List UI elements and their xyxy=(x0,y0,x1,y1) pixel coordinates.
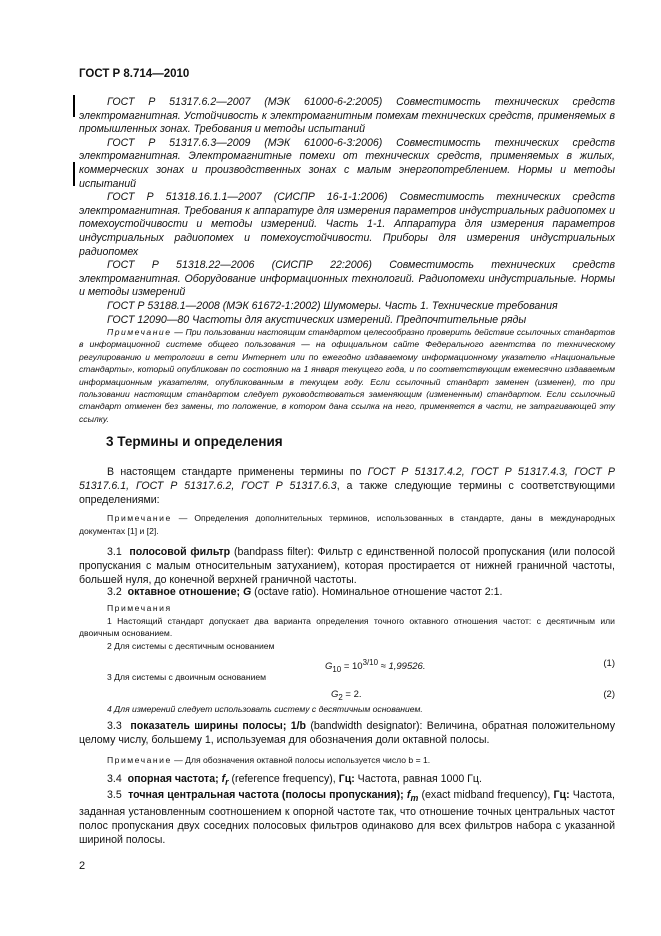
note-label: Примечание xyxy=(107,513,172,523)
reference-item: ГОСТ Р 53188.1—2008 (МЭК 61672-1:2002) Шумомеры. Часть 1. Технические требования xyxy=(107,299,558,312)
note-text: — При пользовании настоящим стандартом целесообразно проверить действие ссылочных стандартов в информационной системе общего пользования — на официальном сайте Федерального агентства по техническому регулированию и метрологии в сети Интернет или по ежегодно издаваемому информационному указателю «Национальные стандарты», который опубликован по состоянию на 1 января текущего года, и по соответствующим ежемесячно издаваемым информационным указателям, опубликованным в текущем году. Если ссылочный стандарт заменен (изменен), то при пользовании настоящим стандартом следует руководствоваться заменяющим (измененным) стандартом. Если ссылочный стандарт отменен без замены, то положение, в котором дана ссылка на него, применяется в части, не затрагивающей эту ссылку. xyxy=(79,327,615,424)
term-symbol: G xyxy=(242,586,252,598)
references-note xyxy=(79,326,615,425)
note-text: — Определения дополнительных терминов, использованных в стандарте, даны в международных документах [1] и [2]. xyxy=(79,513,615,536)
term-name: показатель ширины полосы; 1/b xyxy=(130,720,307,732)
reference-item: ГОСТ Р 51317.6.2—2007 (МЭК 61000-6-2:2005) Совместимость технических средств электромагнитная. Устойчивость к электромагнитным помехам технических средств, применяемых в промышленных зонах. Требования и методы испытаний xyxy=(79,96,615,136)
reference-item: ГОСТ Р 51318.16.1.1—2007 (СИСПР 16-1-1:2006) Совместимость технических средств электромагнитная. Требования к аппаратуре для измерения параметров индустриальных радиопомех и помехоустойчивости и методы измерений. Часть 1-1. Аппаратура для измерения параметров индустриальных радиопомех и помехоустойчивости. Приборы для измерения индустриальных радиопомех xyxy=(79,191,615,258)
change-bar xyxy=(73,162,75,186)
term-definition: (octave ratio). Номинальное отношение частот 2:1. xyxy=(251,586,503,598)
term-3-3: 3.3 показатель ширины полосы; 1/b (bandwidth designator): Величина, обратная положительному целому числу, большему 1, используемая для обозначения доли октавной полосы. xyxy=(79,720,616,746)
page-number: 2 xyxy=(79,860,86,872)
note-3: 3 Для системы с двоичным основанием xyxy=(107,672,267,682)
term-symbol: f xyxy=(406,789,411,801)
terms-note xyxy=(79,512,615,537)
term-3-5: 3.5 точная центральная частота (полосы пропускания); $f_m$ (exact midband frequency), Гц: Частота, заданная установленным соотношением к опорной частоте так, что отношение точных центральных частот полос пропускания двух соседних полосовых фильтров одинаково для всех фильтров набора с указанной шириной полосы. xyxy=(79,789,615,847)
term-definition: (bandwidth designator): Величина, обратная положительному целому числу, большему 1, используемая для обозначения доли октавной полосы. xyxy=(79,720,616,746)
term-name: опорная частота; xyxy=(127,773,219,785)
intro-refs: ГОСТ Р 51317.4.2, ГОСТ Р 51317.4.3, ГОСТ Р 51317.6.1, ГОСТ Р 51317.6.2, ГОСТ Р 51317.6.3 xyxy=(79,466,615,492)
note-label: Примечание xyxy=(107,327,172,337)
term-3-4: 3.4 опорная частота; $f_r$ (reference frequency), Гц: Частота, равная 1000 Гц. xyxy=(107,773,482,788)
reference-item: ГОСТ Р 51318.22—2006 (СИСПР 22:2006) Совместимость технических средств электромагнитная. Оборудование информационных технологий. Радиопомехи индустриальные. Нормы и методы измерений xyxy=(79,259,615,299)
document-header: ГОСТ Р 8.714—2010 xyxy=(79,68,190,80)
note-4: 4 Для измерений следует использовать систему с десятичным основанием. xyxy=(107,704,423,714)
formula-number: (2) xyxy=(603,689,615,700)
normative-references xyxy=(79,96,615,327)
term-name: октавное отношение; xyxy=(127,586,241,598)
term-symbol: f xyxy=(221,773,226,785)
term-3-2-notes xyxy=(79,602,615,652)
section-title: 3 Термины и определения xyxy=(106,434,283,449)
term-3-2: 3.2 октавное отношение; G (octave ratio). Номинальное отношение частот 2:1. xyxy=(107,586,503,598)
reference-item: ГОСТ 12090—80 Частоты для акустических измерений. Предпочтительные ряды xyxy=(107,313,527,326)
term-3-1: 3.1 полосовой фильтр (bandpass filter): Фильтр с единственной полосой пропускания (или полосой пропускания с малым относительным затуханием), которая простирается от нижней граничной частоты, большей нуля, до конечной верхней граничной частоты. xyxy=(79,546,615,586)
term-definition: (bandpass filter): Фильтр с единственной полосой пропускания (или полосой пропускания с малым относительным затуханием), которая простирается от нижней граничной частоты, большей нуля, до конечной верхней граничной частоты. xyxy=(79,546,615,586)
note-1: 1 Настоящий стандарт допускает два варианта определения точного октавного отношения частот: с десятичным или двоичным основанием. xyxy=(79,615,615,638)
term-name: точная центральная частота (полосы пропускания); xyxy=(128,789,404,801)
formula-number: (1) xyxy=(603,658,615,669)
note-2: 2 Для системы с десятичным основанием xyxy=(107,640,275,651)
reference-item: ГОСТ Р 51317.6.3—2009 (МЭК 61000-6-3:2006) Совместимость технических средств электромагнитная. Электромагнитные помехи от технических средств, применяемых в жилых, коммерческих зонах и производственных зонах с малым энергопотреблением. Нормы и методы испытаний xyxy=(79,136,615,190)
notes-label: Примечания xyxy=(107,603,172,613)
change-bar xyxy=(73,95,75,117)
term-name: полосовой фильтр xyxy=(129,546,231,558)
section-intro: В настоящем стандарте применены термины по ГОСТ Р 51317.4.2, ГОСТ Р 51317.4.3, ГОСТ Р 51317.6.1, ГОСТ Р 51317.6.2, ГОСТ Р 51317.6.3, а также следующие термины с соответствующими определениями: xyxy=(79,466,615,506)
term-3-3-note: Примечание — Для обозначения октавной полосы используется число b = 1. xyxy=(107,755,431,765)
